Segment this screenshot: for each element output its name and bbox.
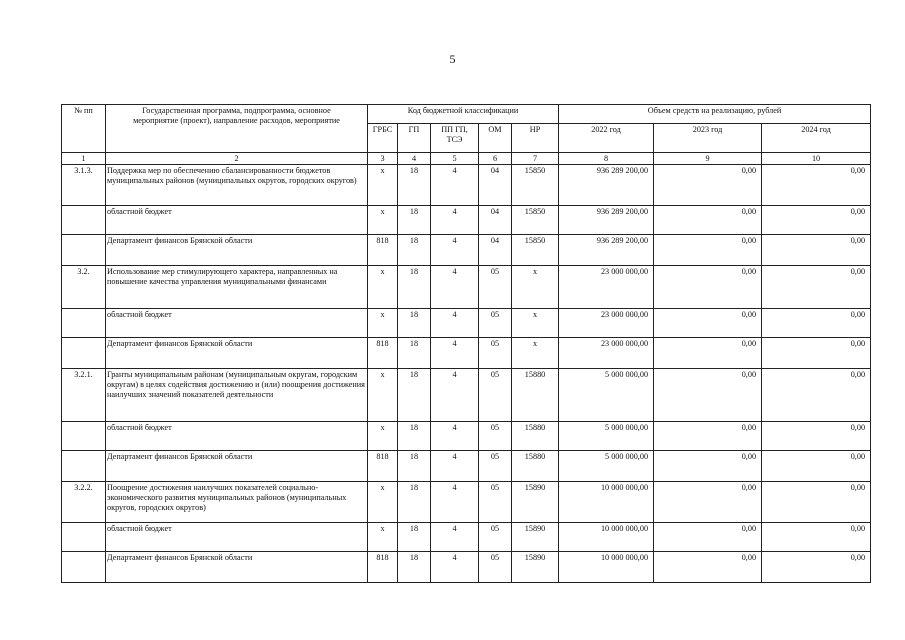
col-number: 4 xyxy=(398,153,431,165)
row-2024: 0,00 xyxy=(762,482,871,523)
header-2023: 2023 год xyxy=(654,124,762,153)
row-om: 05 xyxy=(479,482,512,523)
row-num xyxy=(62,309,106,338)
row-2022: 23 000 000,00 xyxy=(559,309,654,338)
row-2022: 936 289 200,00 xyxy=(559,206,654,235)
row-2024: 0,00 xyxy=(762,451,871,482)
row-grbs: х xyxy=(368,523,398,552)
row-2022: 23 000 000,00 xyxy=(559,338,654,369)
row-2022: 936 289 200,00 xyxy=(559,165,654,206)
table-row xyxy=(62,451,871,482)
row-ppgp: 4 xyxy=(431,523,479,552)
row-num: 3.1.3. xyxy=(62,165,106,206)
row-grbs: х xyxy=(368,165,398,206)
row-nr: х xyxy=(512,266,559,309)
header-funds-group: Объем средств на реализацию, рублей xyxy=(559,105,871,124)
row-num xyxy=(62,523,106,552)
row-om: 04 xyxy=(479,165,512,206)
row-om: 05 xyxy=(479,369,512,422)
table-row xyxy=(62,206,871,235)
row-nr: 15890 xyxy=(512,482,559,523)
row-nr: 15850 xyxy=(512,235,559,266)
row-name: Поддержка мер по обеспечению сбалансированности бюджетов муниципальных районов (муниципальных округов, городских округов) xyxy=(106,165,368,206)
row-name: Департамент финансов Брянской области xyxy=(106,552,368,583)
row-name: Департамент финансов Брянской области xyxy=(106,235,368,266)
col-number: 7 xyxy=(512,153,559,165)
header-nr: НР xyxy=(512,124,559,153)
row-nr: 15850 xyxy=(512,165,559,206)
row-om: 05 xyxy=(479,309,512,338)
row-grbs: х xyxy=(368,369,398,422)
table-row xyxy=(62,369,871,422)
row-2024: 0,00 xyxy=(762,206,871,235)
col-number: 1 xyxy=(62,153,106,165)
row-num xyxy=(62,206,106,235)
row-2023: 0,00 xyxy=(654,206,762,235)
row-grbs: 818 xyxy=(368,552,398,583)
col-number: 10 xyxy=(762,153,871,165)
row-name: областной бюджет xyxy=(106,523,368,552)
row-2023: 0,00 xyxy=(654,165,762,206)
row-2023: 0,00 xyxy=(654,422,762,451)
row-om: 04 xyxy=(479,206,512,235)
header-num: № пп xyxy=(62,105,106,153)
row-num xyxy=(62,422,106,451)
row-grbs: х xyxy=(368,206,398,235)
row-om: 05 xyxy=(479,422,512,451)
header-code-group: Код бюджетной классификации xyxy=(368,105,559,124)
row-grbs: х xyxy=(368,422,398,451)
row-2023: 0,00 xyxy=(654,338,762,369)
row-nr: х xyxy=(512,338,559,369)
header-grbs: ГРБС xyxy=(368,124,398,153)
table-row xyxy=(62,523,871,552)
row-2023: 0,00 xyxy=(654,451,762,482)
row-ppgp: 4 xyxy=(431,206,479,235)
header-row xyxy=(62,105,871,124)
row-ppgp: 4 xyxy=(431,266,479,309)
row-num xyxy=(62,338,106,369)
row-2024: 0,00 xyxy=(762,309,871,338)
row-om: 05 xyxy=(479,451,512,482)
row-nr: 15880 xyxy=(512,422,559,451)
row-om: 05 xyxy=(479,523,512,552)
page-number: 5 xyxy=(449,52,456,66)
table-row xyxy=(62,552,871,583)
row-grbs: 818 xyxy=(368,338,398,369)
row-2022: 5 000 000,00 xyxy=(559,451,654,482)
row-name: Использование мер стимулирующего характера, направленных на повышение качества управления муниципальными финансами xyxy=(106,266,368,309)
row-2023: 0,00 xyxy=(654,482,762,523)
row-nr: 15880 xyxy=(512,369,559,422)
row-2022: 10 000 000,00 xyxy=(559,523,654,552)
row-gp: 18 xyxy=(398,309,431,338)
row-name: Гранты муниципальным районам (муниципальным округам, городским округам) в целях содействия достижению и (или) поощрения достижения наилучших значений показателей деятельности xyxy=(106,369,368,422)
row-gp: 18 xyxy=(398,422,431,451)
header-ppgp: ПП ГП, ТСЭ xyxy=(431,124,479,153)
header-gp: ГП xyxy=(398,124,431,153)
header-2024: 2024 год xyxy=(762,124,871,153)
row-nr: 15880 xyxy=(512,451,559,482)
row-grbs: х xyxy=(368,266,398,309)
col-number: 3 xyxy=(368,153,398,165)
row-2022: 5 000 000,00 xyxy=(559,422,654,451)
row-gp: 18 xyxy=(398,235,431,266)
row-ppgp: 4 xyxy=(431,309,479,338)
row-2022: 5 000 000,00 xyxy=(559,369,654,422)
row-2023: 0,00 xyxy=(654,369,762,422)
row-name: Департамент финансов Брянской области xyxy=(106,451,368,482)
row-gp: 18 xyxy=(398,482,431,523)
header-title xyxy=(106,105,368,153)
table-row xyxy=(62,482,871,523)
row-om: 05 xyxy=(479,338,512,369)
row-num: 3.2.1. xyxy=(62,369,106,422)
row-gp: 18 xyxy=(398,165,431,206)
row-2024: 0,00 xyxy=(762,552,871,583)
row-om: 04 xyxy=(479,235,512,266)
row-gp: 18 xyxy=(398,266,431,309)
row-ppgp: 4 xyxy=(431,235,479,266)
header-om: ОМ xyxy=(479,124,512,153)
budget-table xyxy=(61,104,871,583)
header-2022: 2022 год xyxy=(559,124,654,153)
row-2023: 0,00 xyxy=(654,266,762,309)
col-number: 6 xyxy=(479,153,512,165)
row-ppgp: 4 xyxy=(431,338,479,369)
row-num xyxy=(62,552,106,583)
row-name: Поощрение достижения наилучших показателей социально-экономического развития муниципальных районов (муниципальных округов, городских округов) xyxy=(106,482,368,523)
row-nr: 15850 xyxy=(512,206,559,235)
row-ppgp: 4 xyxy=(431,422,479,451)
row-gp: 18 xyxy=(398,552,431,583)
table-row xyxy=(62,338,871,369)
row-gp: 18 xyxy=(398,369,431,422)
row-gp: 18 xyxy=(398,451,431,482)
row-ppgp: 4 xyxy=(431,451,479,482)
row-2023: 0,00 xyxy=(654,235,762,266)
row-ppgp: 4 xyxy=(431,552,479,583)
row-ppgp: 4 xyxy=(431,165,479,206)
row-2023: 0,00 xyxy=(654,523,762,552)
table-row xyxy=(62,165,871,206)
row-2022: 936 289 200,00 xyxy=(559,235,654,266)
row-2024: 0,00 xyxy=(762,369,871,422)
row-2024: 0,00 xyxy=(762,165,871,206)
row-name: областной бюджет xyxy=(106,422,368,451)
row-name: Департамент финансов Брянской области xyxy=(106,338,368,369)
row-2024: 0,00 xyxy=(762,523,871,552)
table-row xyxy=(62,266,871,309)
col-number: 8 xyxy=(559,153,654,165)
header-title-line2: мероприятие (проект), направление расходов, мероприятие xyxy=(133,116,340,125)
table-row xyxy=(62,235,871,266)
row-grbs: 818 xyxy=(368,451,398,482)
row-name: областной бюджет xyxy=(106,309,368,338)
table-row xyxy=(62,422,871,451)
row-2024: 0,00 xyxy=(762,422,871,451)
row-2022: 10 000 000,00 xyxy=(559,552,654,583)
row-om: 05 xyxy=(479,266,512,309)
row-ppgp: 4 xyxy=(431,369,479,422)
row-ppgp: 4 xyxy=(431,482,479,523)
row-nr: х xyxy=(512,309,559,338)
row-grbs: х xyxy=(368,482,398,523)
col-number: 9 xyxy=(654,153,762,165)
row-2024: 0,00 xyxy=(762,266,871,309)
row-num xyxy=(62,451,106,482)
row-gp: 18 xyxy=(398,206,431,235)
row-gp: 18 xyxy=(398,523,431,552)
row-2022: 23 000 000,00 xyxy=(559,266,654,309)
row-name: областной бюджет xyxy=(106,206,368,235)
row-num: 3.2.2. xyxy=(62,482,106,523)
row-num xyxy=(62,235,106,266)
header-title-line1: Государственная программа, подпрограмма, основное xyxy=(142,106,331,115)
row-grbs: 818 xyxy=(368,235,398,266)
row-nr: 15890 xyxy=(512,552,559,583)
row-om: 05 xyxy=(479,552,512,583)
row-2023: 0,00 xyxy=(654,309,762,338)
row-2023: 0,00 xyxy=(654,552,762,583)
col-number: 2 xyxy=(106,153,368,165)
row-2022: 10 000 000,00 xyxy=(559,482,654,523)
row-2024: 0,00 xyxy=(762,338,871,369)
row-num: 3.2. xyxy=(62,266,106,309)
column-number-row xyxy=(62,153,871,165)
row-nr: 15890 xyxy=(512,523,559,552)
row-grbs: х xyxy=(368,309,398,338)
col-number: 5 xyxy=(431,153,479,165)
row-gp: 18 xyxy=(398,338,431,369)
row-2024: 0,00 xyxy=(762,235,871,266)
table-row xyxy=(62,309,871,338)
